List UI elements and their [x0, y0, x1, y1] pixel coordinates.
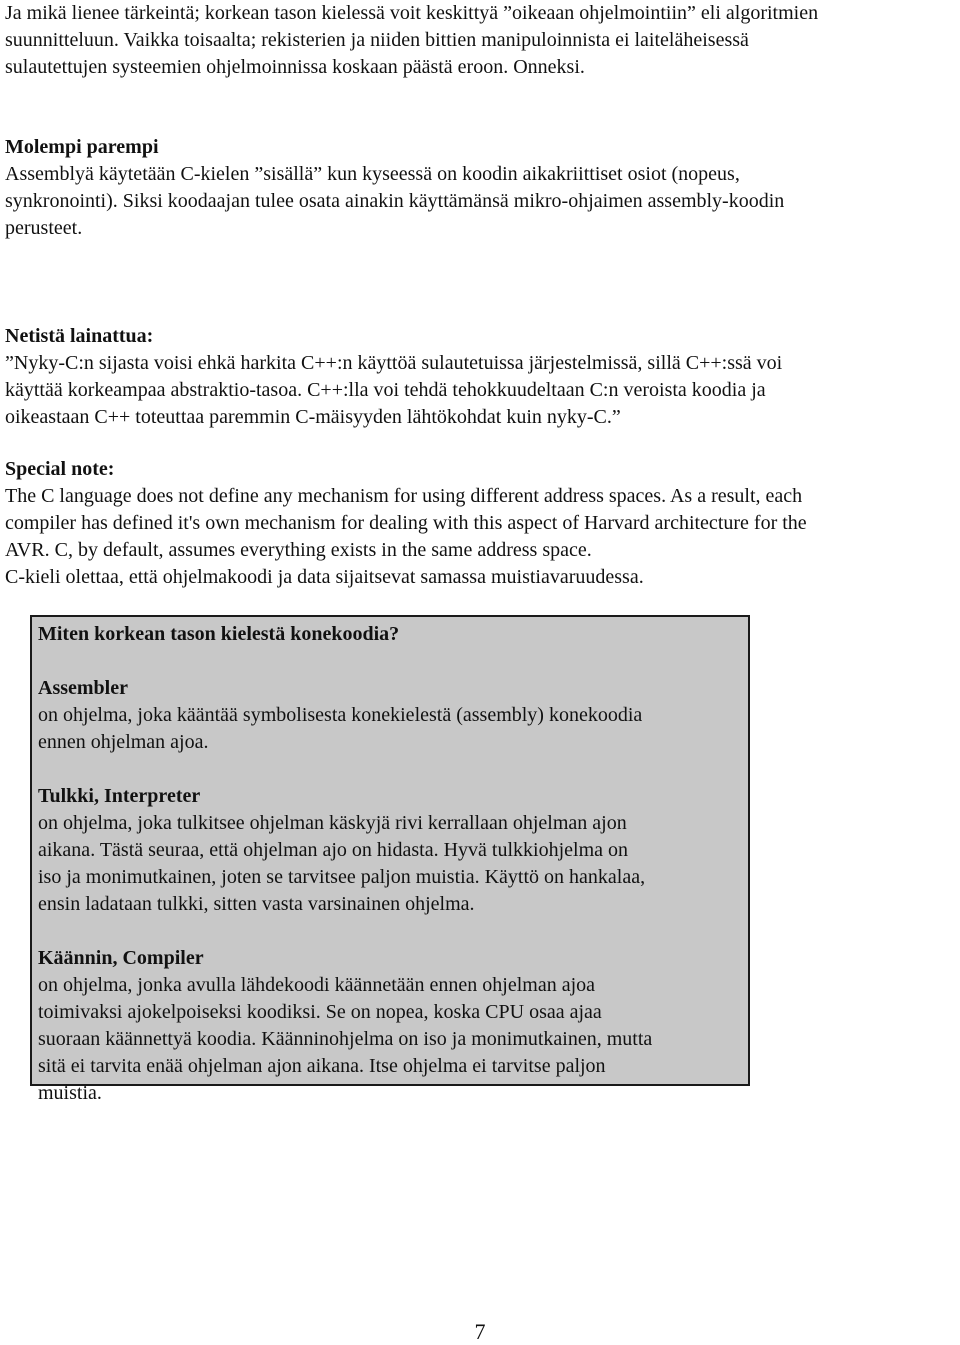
definition-line: iso ja monimutkainen, joten se tarvitsee paljon muistia. Käyttö on hankalaa,	[38, 866, 646, 888]
paragraph-line: synkronointi). Siksi koodaajan tulee osata ainakin käyttämänsä mikro-ohjaimen assembly-koodin	[5, 190, 785, 212]
special-note-section	[5, 456, 955, 591]
box-title: Miten korkean tason kielestä konekoodia?	[38, 623, 400, 645]
section-heading: Molempi parempi	[5, 136, 159, 158]
definition-line: aikana. Tästä seuraa, että ohjelman ajo on hidasta. Hyvä tulkkiohjelma on	[38, 839, 628, 861]
term-heading: Assembler	[38, 677, 128, 699]
page-number: 7	[474, 1319, 486, 1344]
definition-line: suoraan käännettyä koodia. Käänninohjelma on iso ja monimutkainen, mutta	[38, 1028, 653, 1050]
paragraph-line: Assemblyä käytetään C-kielen ”sisällä” kun kyseessä on koodin aikakriittiset osiot (nopeus,	[5, 163, 740, 185]
definition-line: on ohjelma, joka kääntää symbolisesta konekielestä (assembly) konekoodia	[38, 704, 643, 726]
definition-line: toimivaksi ajokelpoiseksi koodiksi. Se on nopea, koska CPU osaa ajaa	[38, 1001, 602, 1023]
interpreter-block	[38, 783, 748, 918]
term-heading: Käännin, Compiler	[38, 947, 204, 969]
info-box	[30, 615, 750, 1104]
intro-line: sulautettujen systeemien ohjelmoinnissa koskaan päästä eroon. Onneksi.	[5, 56, 585, 78]
molempi-section	[5, 134, 955, 242]
definition-line: on ohjelma, jonka avulla lähdekoodi käännetään ennen ohjelman ajoa	[38, 974, 596, 996]
quote-line: oikeastaan C++ toteuttaa paremmin C-mäisyyden lähtökohdat kuin nyky-C.”	[5, 406, 621, 428]
paragraph-line: compiler has defined it's own mechanism for dealing with this aspect of Harvard architecture for the	[5, 512, 807, 534]
compiler-block	[38, 945, 748, 1107]
paragraph-line: AVR. C, by default, assumes everything exists in the same address space.	[5, 539, 592, 561]
definition-line: sitä ei tarvita enää ohjelman ajon aikana. Itse ohjelma ei tarvitse paljon	[38, 1055, 606, 1077]
paragraph-line: C-kieli olettaa, että ohjelmakoodi ja data sijaitsevat samassa muistiavaruudessa.	[5, 566, 644, 588]
term-heading: Tulkki, Interpreter	[38, 785, 201, 807]
definition-line: ensin ladataan tulkki, sitten vasta varsinainen ohjelma.	[38, 893, 475, 915]
definition-line: muistia.	[38, 1082, 102, 1104]
definition-line: on ohjelma, joka tulkitsee ohjelman käskyjä rivi kerrallaan ohjelman ajon	[38, 812, 627, 834]
paragraph-line: perusteet.	[5, 217, 83, 239]
paragraph-line: The C language does not define any mechanism for using different address spaces. As a result, each	[5, 485, 803, 507]
intro-line: suunnitteluun. Vaikka toisaalta; rekisterien ja niiden bittien manipuloinnista ei laiteläheisessä	[5, 29, 749, 51]
section-heading: Netistä lainattua:	[5, 325, 154, 347]
intro-line: Ja mikä lienee tärkeintä; korkean tason kielessä voit keskittyä ”oikeaan ohjelmointiin” eli algoritmien	[5, 2, 819, 24]
netista-section	[5, 323, 955, 431]
definition-line: ennen ohjelman ajoa.	[38, 731, 209, 753]
quote-line: käyttää korkeampaa abstraktio-tasoa. C++:lla voi tehdä tehokkuudeltaan C:n veroista koodia ja	[5, 379, 766, 401]
section-heading: Special note:	[5, 458, 115, 480]
intro-section	[5, 0, 955, 81]
quote-line: ”Nyky-C:n sijasta voisi ehkä harkita C++:n käyttöä sulautetuissa järjestelmissä, sillä C++:ssä voi	[5, 352, 783, 374]
assembler-block	[38, 675, 748, 756]
